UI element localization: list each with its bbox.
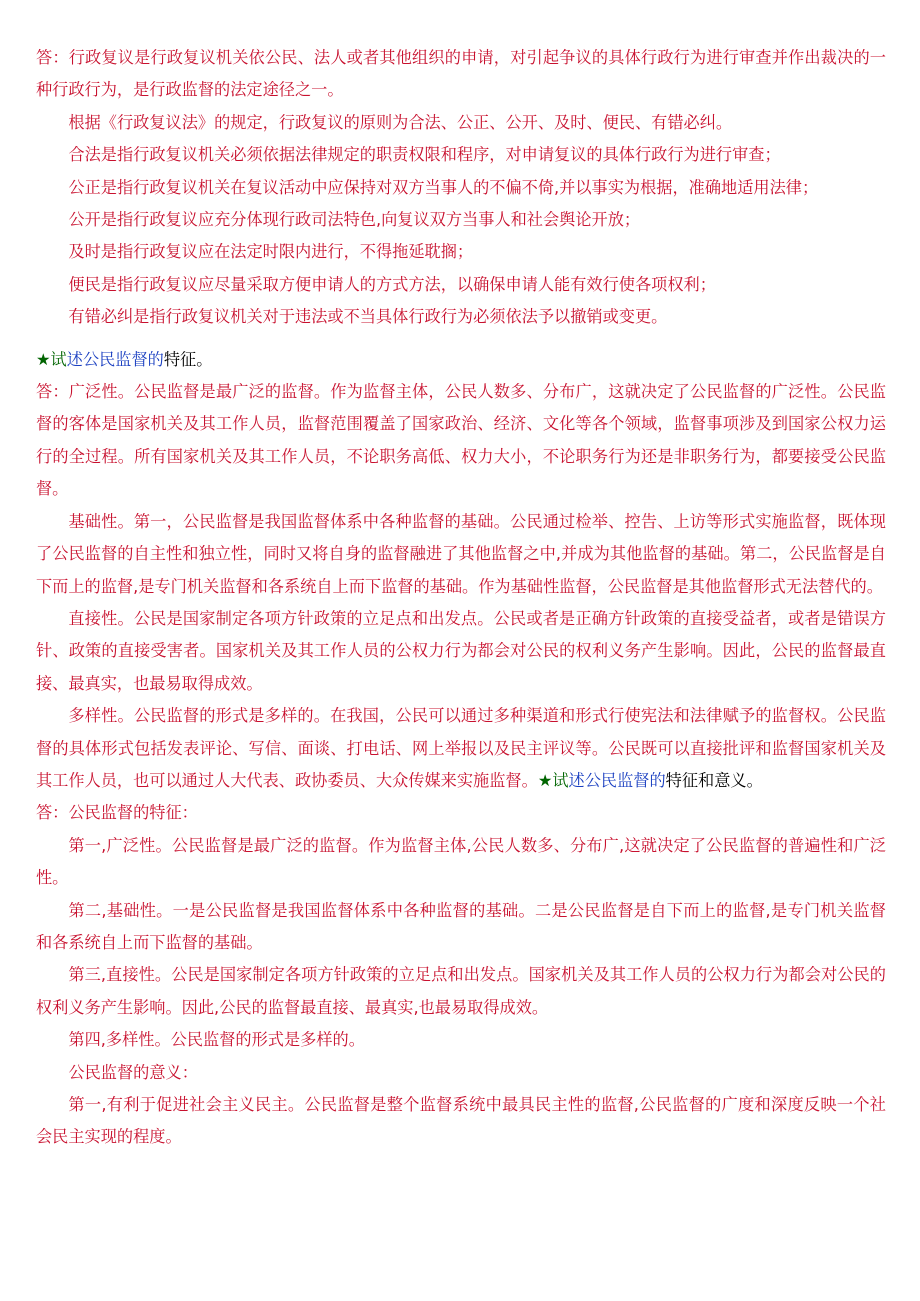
question-prefix: 试	[50, 349, 67, 369]
star-icon: ★	[537, 770, 553, 790]
question-keyword: 述公民监督的	[66, 349, 164, 369]
question-keyword: 述公民监督的	[568, 770, 666, 790]
feature-third-directness: 第三,直接性。公民是国家制定各项方针政策的立足点和出发点。国家机关及其工作人员的公权力行为都会对公民的权利义务产生影响。因此,公民的监督最直接、最真实,也最易取得成效。	[36, 965, 886, 1017]
answer-diversity	[36, 700, 886, 797]
document-page	[36, 42, 886, 1154]
answer-foundational: 基础性。第一，公民监督是我国监督体系中各种监督的基础。公民通过检举、控告、上访等形式实施监督，既体现了公民监督的自主性和独立性，同时又将自身的监督融进了其他监督之中,并成为其他监督的基础。第二，公民监督是自下而上的监督,是专门机关监督和各系统自上而下监督的基础。作为基础性监督，公民监督是其他监督形式无法替代的。	[36, 511, 886, 596]
question-tail: 特征。	[163, 349, 213, 369]
admin-review-principles: 根据《行政复议法》的规定，行政复议的原则为合法、公正、公开、及时、便民、有错必纠。	[68, 112, 733, 132]
question-prefix: 试	[552, 770, 569, 790]
answer-directness: 直接性。公民是国家制定各项方针政策的立足点和出发点。公民或者是正确方针政策的直接受益者，或者是错误方针、政策的直接受害者。国家机关及其工作人员的公权力行为都会对公民的权利义务产生影响。因此，公民的监督最直接、最真实，也最易取得成效。	[36, 608, 886, 693]
feature-fourth-diversity: 第四,多样性。公民监督的形式是多样的。	[68, 1030, 365, 1050]
principle-error-correction: 有错必纠是指行政复议机关对于违法或不当具体行政行为必须依法予以撤销或变更。	[68, 307, 668, 327]
question-tail: 特征和意义。	[665, 770, 763, 790]
feature-second-foundational: 第二,基础性。一是公民监督是我国监督体系中各种监督的基础。二是公民监督是自下而上的监督,是专门机关监督和各系统自上而下监督的基础。	[36, 900, 886, 952]
significance-heading: 公民监督的意义：	[68, 1062, 198, 1082]
principle-legality: 合法是指行政复议机关必须依据法律规定的职责权限和程序，对申请复议的具体行政行为进行审查；	[68, 145, 781, 165]
feature-first-breadth: 第一,广泛性。公民监督是最广泛的监督。作为监督主体,公民人数多、分布广,这就决定了公民监督的普遍性和广泛性。	[36, 835, 886, 888]
question-citizen-supervision-features	[36, 344, 886, 376]
principle-timeliness: 及时是指行政复议应在法定时限内进行，不得拖延耽搁；	[68, 242, 474, 262]
answer-breadth: 答：广泛性。公民监督是最广泛的监督。作为监督主体，公民人数多、分布广，这就决定了公民监督的广泛性。公民监督的客体是国家机关及其工作人员，监督范围覆盖了国家政治、经济、文化等各个领域，监督事项涉及到国家公权力运行的全过程。所有国家机关及其工作人员，不论职务高低、权力大小，不论职务行为还是非职务行为，都要接受公民监督。	[36, 382, 886, 499]
principle-convenience: 便民是指行政复议应尽量采取方便申请人的方式方法，以确保申请人能有效行使各项权利；	[68, 274, 716, 294]
significance-first-democracy: 第一,有利于促进社会主义民主。公民监督是整个监督系统中最具民主性的监督,公民监督的广度和深度反映一个社会民主实现的程度。	[36, 1095, 886, 1147]
principle-openness: 公开是指行政复议应充分体现行政司法特色,向复议双方当事人和社会舆论开放；	[68, 210, 641, 230]
star-icon: ★	[36, 349, 51, 369]
principle-fairness: 公正是指行政复议机关在复议活动中应保持对双方当事人的不偏不倚,并以事实为根据，准确地适用法律；	[68, 177, 819, 197]
answer-admin-review-definition: 答：行政复议是行政复议机关依公民、法人或者其他组织的申请，对引起争议的具体行政行为进行审查并作出裁决的一种行政行为，是行政监督的法定途径之一。	[36, 48, 886, 100]
answer-diversity-text: 多样性。公民监督的形式是多样的。在我国，公民可以通过多种渠道和形式行使宪法和法律赋予的监督权。公民监督的具体形式包括发表评论、写信、面谈、打电话、网上举报以及民主评议等。公民既可以直接批评和监督国家机关及其工作人员，也可以通过人大代表、政协委员、大众传媒来实施监督。	[36, 706, 886, 790]
question-features-and-significance	[538, 771, 763, 790]
answer-features-heading: 答：公民监督的特征：	[36, 803, 198, 823]
